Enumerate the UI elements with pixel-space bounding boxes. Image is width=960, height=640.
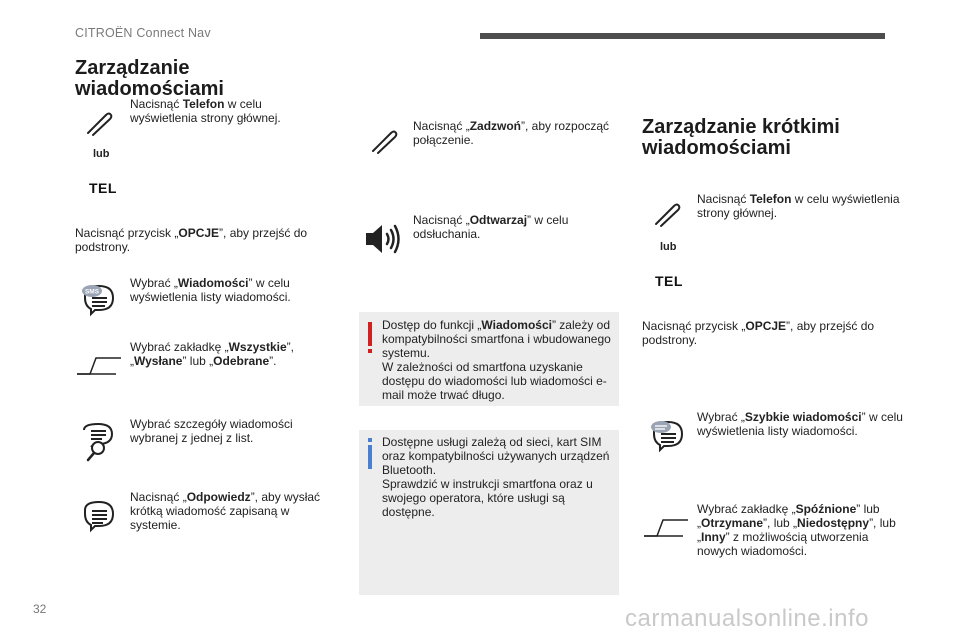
left-step-odpowiedz — [130, 490, 330, 532]
right-step2-pre: Nacisnąć przycisk „ — [642, 319, 746, 333]
right-step4-pre: Wybrać zakładkę „ — [697, 502, 796, 516]
warning-note-box — [359, 312, 619, 406]
left-step-opcje — [75, 226, 330, 254]
left-step3-pre: Wybrać „ — [130, 276, 178, 290]
touch-tap-icon — [652, 201, 682, 227]
middle-step1-pre: Nacisnąć „ — [413, 119, 470, 133]
tab-selector-icon — [76, 356, 122, 376]
warning-bold: Wiadomości — [481, 318, 552, 332]
warning-note-text — [382, 318, 612, 402]
left-step2-pre: Nacisnąć przycisk „ — [75, 226, 179, 240]
left-section-heading — [75, 58, 325, 100]
left-step3-bold: Wiadomości — [177, 276, 249, 290]
left-step3-post: ” w celu wyświetlenia listy wiadomości. — [130, 276, 291, 304]
right-step1-post: w celu wyświetlenia strony głównej. — [697, 192, 900, 220]
right-step1-bold: Telefon — [749, 192, 792, 206]
left-step-wiadomosci — [130, 276, 330, 304]
middle-step-zadzwon — [413, 119, 613, 147]
document-header-title: CITROËN Connect Nav — [75, 26, 211, 40]
speaker-play-icon — [364, 222, 402, 256]
left-step4-mid2: ” lub „ — [182, 354, 214, 368]
left-step-details: Wybrać szczegóły wiadomości wybranej z jednej z list. — [130, 417, 293, 445]
left-step4-post: ”. — [269, 354, 277, 368]
left-heading-line2: wiadomościami — [75, 78, 224, 100]
sms-badge-text: SMS — [84, 288, 100, 296]
sms-messages-icon — [79, 282, 119, 316]
left-step6-bold: Odpowiedz — [186, 490, 251, 504]
middle-step2-bold: Odtwarzaj — [469, 213, 528, 227]
right-step4-mid3: ”, lub „ — [697, 516, 896, 544]
warning-pre: Dostęp do funkcji „ — [382, 318, 482, 332]
right-step-tabs — [697, 502, 902, 558]
right-step4-mid1: ” lub „ — [697, 502, 880, 530]
left-step6-post: ”, aby wysłać krótką wiadomość zapisaną w systemie. — [130, 490, 321, 532]
right-step2-bold: OPCJE — [745, 319, 787, 333]
reply-message-icon — [79, 498, 119, 534]
header-divider-bar — [480, 33, 885, 39]
info-i-dot — [368, 438, 372, 442]
middle-step1-bold: Zadzwoń — [469, 119, 522, 133]
left-heading-line1: Zarządzanie — [75, 57, 190, 79]
left-step2-post: ”, aby przejść do podstrony. — [75, 226, 308, 254]
middle-step1-post: ”, aby rozpocząć połączenie. — [413, 119, 610, 147]
right-heading-line2: wiadomościami — [642, 137, 791, 159]
info-note-text — [382, 435, 614, 519]
middle-step2-pre: Nacisnąć „ — [413, 213, 470, 227]
right-tel-button-label: TEL — [655, 273, 683, 289]
right-step2-post: ”, aby przejść do podstrony. — [642, 319, 875, 347]
right-step-szybkie — [697, 410, 907, 438]
warning-exclamation-dot — [368, 349, 372, 353]
right-step4-bold4: Inny — [701, 530, 726, 544]
left-step4-mid1: ”, „ — [130, 340, 294, 368]
middle-step2-post: ” w celu odsłuchania. — [413, 213, 569, 241]
warning-line2: W zależności od smartfona uzyskanie dostępu do wiadomości lub wiadomości e-mail może trwać długo. — [382, 360, 607, 402]
right-step-telefon — [697, 192, 902, 220]
page-number: 32 — [33, 602, 47, 616]
left-step1-pre: Nacisnąć — [130, 97, 183, 111]
info-line2: Sprawdzić w instrukcji smartfona oraz u swojego operatora, które usługi są dostępne. — [382, 477, 593, 519]
message-details-icon — [78, 420, 118, 462]
right-step-opcje — [642, 319, 902, 347]
right-step3-bold: Szybkie wiadomości — [744, 410, 862, 424]
left-step6-pre: Nacisnąć „ — [130, 490, 187, 504]
touch-tap-icon — [369, 128, 399, 154]
right-step4-post: ” z możliwością utworzenia nowych wiadomości. — [697, 530, 869, 558]
right-heading-line1: Zarządzanie krótkimi — [642, 116, 840, 138]
right-step3-pre: Wybrać „ — [697, 410, 745, 424]
left-step4-bold2: Wysłane — [134, 354, 183, 368]
watermark-text: carmanualsonline.info — [625, 605, 869, 632]
tab-selector-icon — [643, 518, 689, 538]
right-or-label: lub — [660, 241, 677, 253]
right-step4-mid2: ”, lub „ — [763, 516, 798, 530]
left-or-label: lub — [93, 148, 110, 160]
left-step4-bold3: Odebrane — [213, 354, 270, 368]
warning-exclamation-icon — [368, 322, 372, 346]
left-step4-bold1: Wszystkie — [228, 340, 287, 354]
right-step4-bold1: Spóźnione — [795, 502, 857, 516]
left-step-tabs — [130, 340, 330, 368]
left-tel-button-label: TEL — [89, 180, 117, 196]
quick-messages-icon — [648, 418, 688, 452]
touch-tap-icon — [84, 110, 114, 136]
left-step1-bold: Telefon — [182, 97, 225, 111]
right-step3-post: ” w celu wyświetlenia listy wiadomości. — [697, 410, 903, 438]
right-step1-pre: Nacisnąć — [697, 192, 750, 206]
info-line1: Dostępne usługi zależą od sieci, kart SIM oraz kompatybilności używanych urządzeń Bluetooth. — [382, 435, 610, 477]
left-step4-pre: Wybrać zakładkę „ — [130, 340, 229, 354]
right-step4-bold3: Niedostępny — [797, 516, 870, 530]
info-note-box — [359, 430, 619, 595]
left-step2-bold: OPCJE — [178, 226, 220, 240]
warning-post: ” zależy od kompatybilności smartfona i wbudowanego systemu. — [382, 318, 611, 360]
left-step1-post: w celu wyświetlenia strony głównej. — [130, 97, 281, 125]
info-i-icon — [368, 445, 372, 469]
right-section-heading — [642, 117, 922, 159]
right-step4-bold2: Otrzymane — [701, 516, 764, 530]
middle-step-odtwarzaj — [413, 213, 613, 241]
left-step-telefon — [130, 97, 330, 125]
